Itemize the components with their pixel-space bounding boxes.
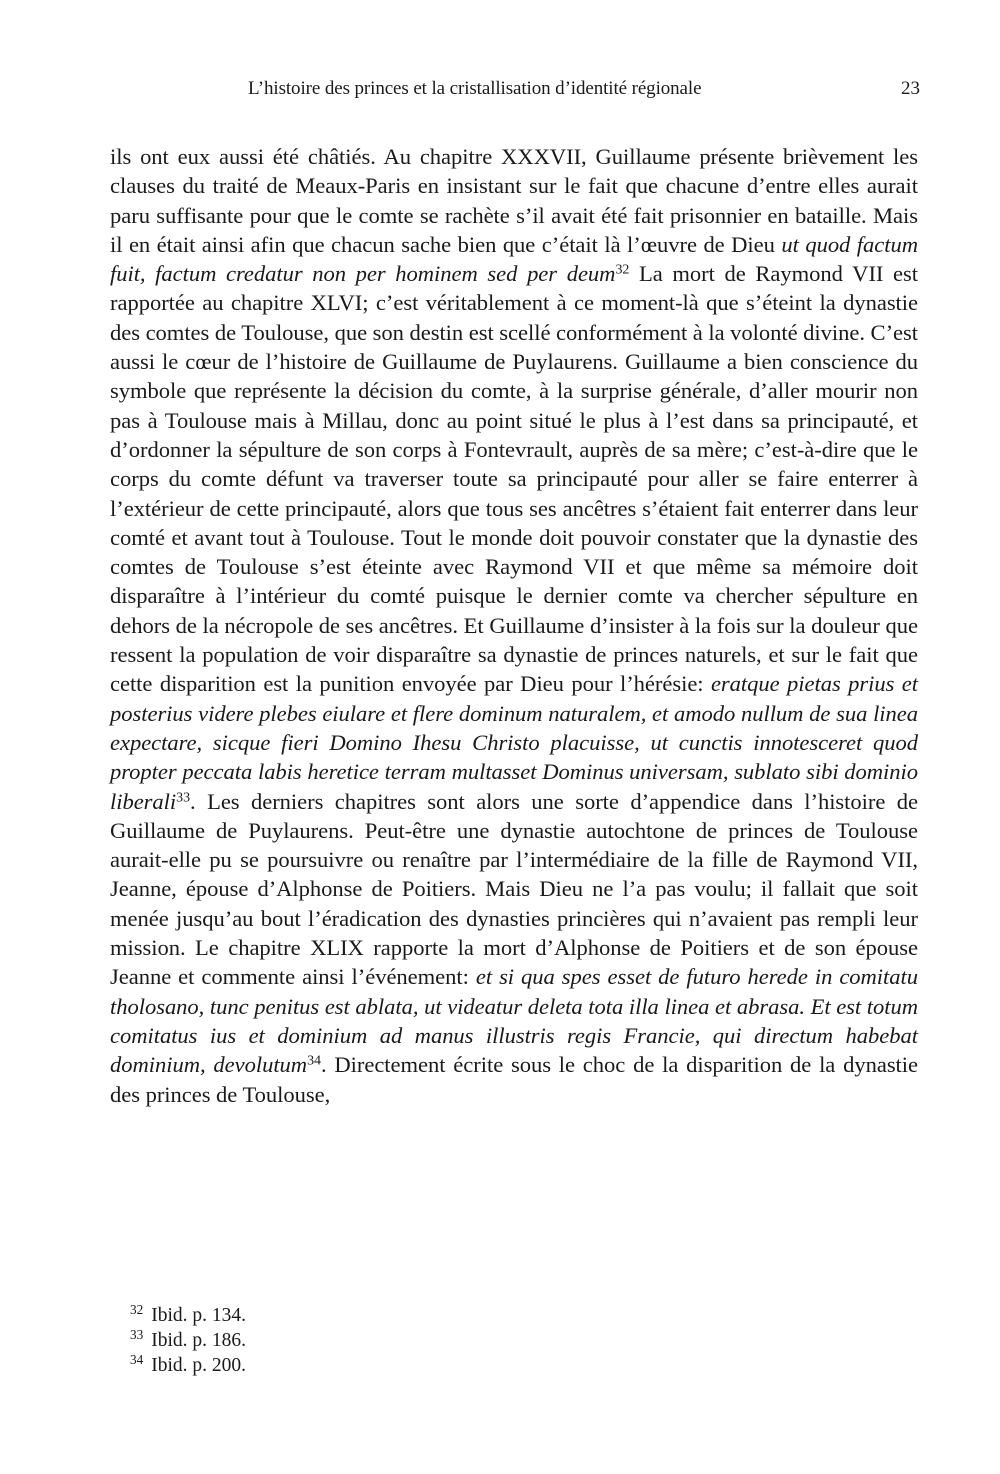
footnote-ref-32[interactable]: 32: [615, 262, 630, 278]
footnote-number: 34: [130, 1351, 144, 1367]
latin-quotation: ut quod factum fuit, factum credatur non per hominem sed per deum: [110, 231, 918, 287]
page-number: 23: [901, 78, 920, 99]
body-text-segment: . Les derniers chapitres sont alors une sorte d’appendice dans l’histoire de Guillaume de Puylaurens. Peut-être une dynastie autochtone de princes de Toulouse aurait-elle pu se poursuivre ou renaître par l’intermédiaire de la fille de Raymond VII, Jeanne, épouse d’Alphonse de Poitiers. Mais Dieu ne l’a pas voulu; il fallait que soit menée jusqu’au bout l’éradication des dynasties princières qui n’avaient pas rempli leur mission. Le chapitre XLIX rapporte la mort d’Alphonse de Poitiers et de son épouse Jeanne et commente ainsi l’événement:: [110, 788, 918, 990]
footnote-32: [130, 1303, 246, 1328]
footnote-ref-34[interactable]: 34: [307, 1053, 321, 1069]
body-paragraph: [110, 142, 918, 1109]
running-title: L’histoire des princes et la cristallisation d’identité régionale: [248, 78, 702, 99]
footnote-34: [130, 1353, 246, 1378]
footnote-number: 33: [130, 1326, 144, 1342]
latin-quotation: eratque pietas prius et posterius videre plebes eiulare et flere dominum naturalem, et amodo nullum de sua linea expectare, sicque fieri Domino Ihesu Christo placuisse, ut cunctis innotesceret quod propter peccata labis heretice terram multasset Dominus universam, sublato sibi dominio liberali: [110, 671, 918, 814]
body-text-segment: La mort de Raymond VII est rapportée au chapitre XLVI; c’est véritablement à ce moment-là que s’éteint la dynastie des comtes de Toulouse, que son destin est scellé conformément à la volonté divine. C’est aussi le cœur de l’histoire de Guillaume de Puylaurens. Guillaume a bien conscience du symbole que représente la décision du comte, à la surprise générale, d’aller mourir non pas à Toulouse mais à Millau, donc au point situé le plus à l’est dans sa principauté, et d’ordonner la sépulture de son corps à Fontevrault, auprès de sa mère; c’est-à-dire que le corps du comte défunt va traverser toute sa principauté pour aller se faire enterrer à l’extérieur de cette principauté, alors que tous ses ancêtres s’étaient fait enterrer dans leur comté et avant tout à Toulouse. Tout le monde doit pouvoir constater que la dynastie des comtes de Toulouse s’est éteinte avec Raymond VII et que même sa mémoire doit disparaître à l’intérieur du comté puisque le dernier comte va chercher sépulture en dehors de la nécropole de ses ancêtres. Et Guillaume d’insister à la fois sur la douleur que ressent la population de voir disparaître sa dynastie de princes naturels, et sur le fait que cette disparition est la punition envoyée par Dieu pour l’hérésie:: [110, 261, 918, 697]
footnote-text: Ibid. p. 200.: [151, 1355, 247, 1376]
footnote-ref-33[interactable]: 33: [176, 789, 191, 805]
body-text-segment: ils ont eux aussi été châtiés. Au chapitre XXXVII, Guillaume présente brièvement les clauses du traité de Meaux-Paris en insistant sur le fait que chacune d’entre elles aurait paru suffisante pour que le comte se rachète s’il avait été fait prisonnier en bataille. Mais il en était ainsi afin que chacun sache bien que c’était là l’œuvre de Dieu: [110, 144, 918, 257]
footnote-33: [130, 1328, 246, 1353]
footnotes: [130, 1303, 246, 1378]
footnote-text: Ibid. p. 186.: [151, 1330, 247, 1351]
footnote-number: 32: [130, 1301, 144, 1317]
latin-quotation: et si qua spes esset de futuro herede in comitatu tholosano, tunc penitus est ablata, ut videatur deleta tota illa linea et abrasa. Et est totum comitatus ius et dominium ad manus illustris regis Francie, qui directum habebat dominium, devolutum: [110, 964, 918, 1078]
footnote-text: Ibid. p. 134.: [151, 1305, 247, 1326]
body-text-segment: . Directement écrite sous le choc de la disparition de la dynastie des princes de Toulouse,: [110, 1052, 918, 1107]
